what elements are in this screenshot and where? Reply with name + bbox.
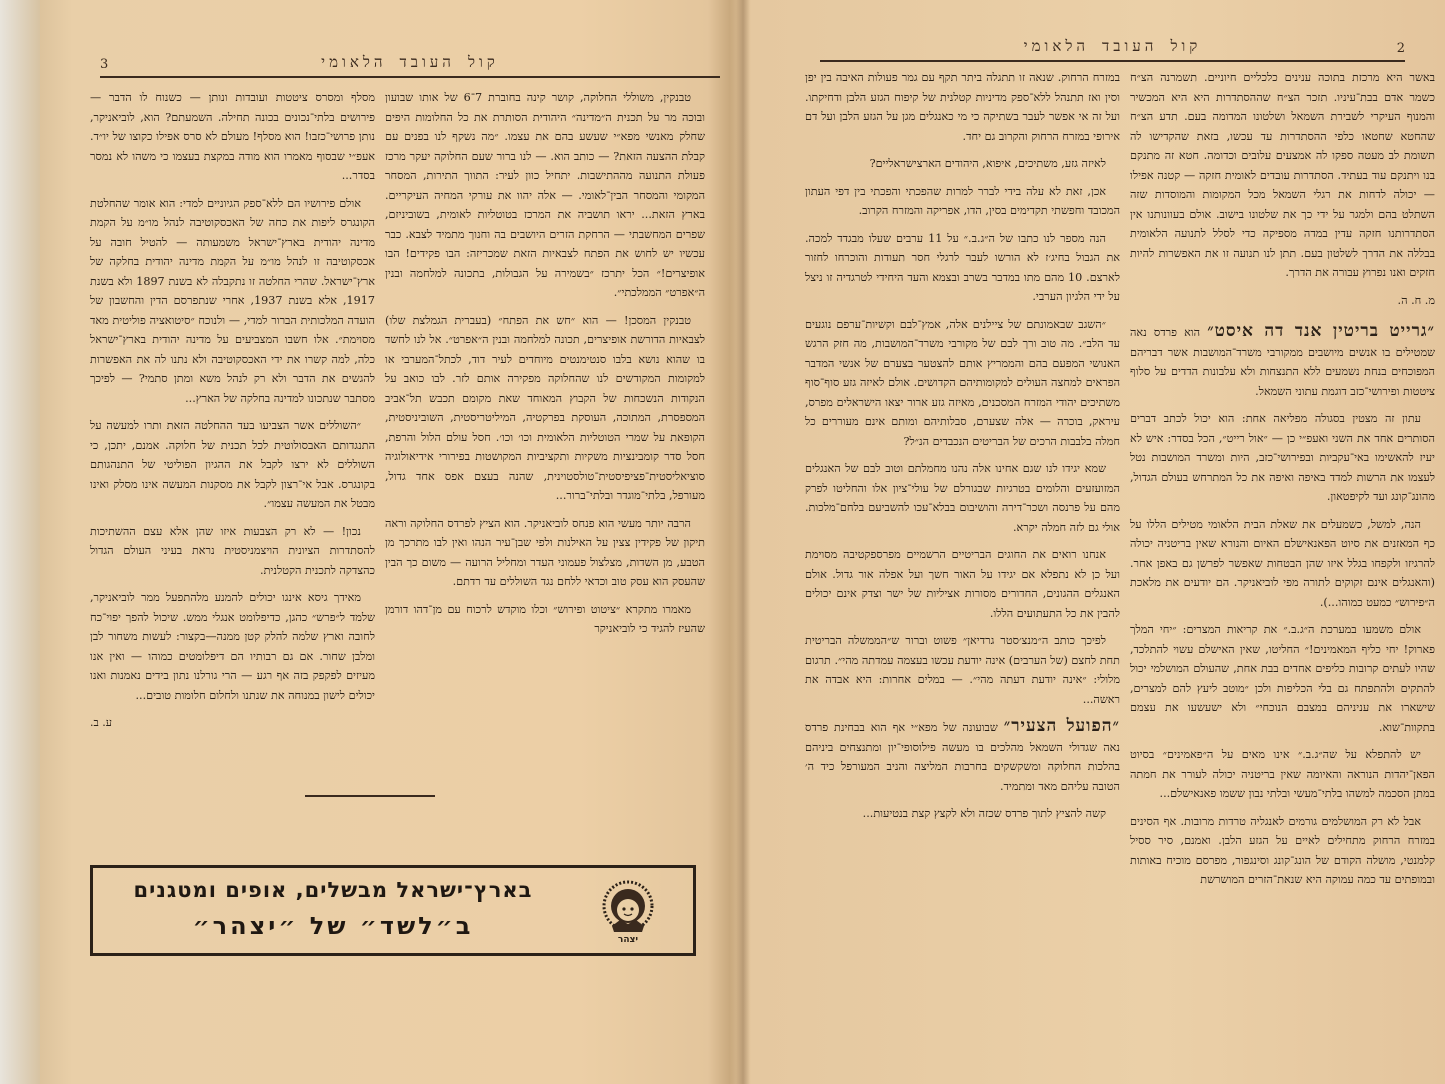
paragraph: אנחנו רואים את החוגים הבריטיים הרשמיים מפרספקטיבה מסוימת ועל כן לא נתפלא אם יגידו על האור חשך ועל אפלה אור גדול. אולם האנגלים ההגונים, החדורים מסורות אציליות של ישר וצדק אינם יכולים להבין את כל התעתועים הללו. bbox=[805, 548, 1120, 620]
newspaper-title: קול העובד הלאומי bbox=[1023, 37, 1202, 55]
column-page2-right bbox=[1130, 68, 1435, 898]
article-headline: ״גרייט בריטין אנד דה איסט״ bbox=[1207, 321, 1436, 341]
paragraph: לפיכך כותב ה״מנצ׳סטר גרדיאן״ פשוט וברור ש״הממשלה הבריטית תחת לחצם (של הערבים) אינה יודעת עכשו בעצמה עמדתה מהי״. תרגום מלולי: ״אינה יודעת דעתה מהי״. — במלים אחרות: היא אבדה את ראשה... bbox=[805, 634, 1120, 706]
article-lead bbox=[805, 717, 1120, 796]
paragraph: ״השגב שבאמונתם של ציילנים אלה, אמץ־לבם וקשיות־ערפם נוגעים עד הלב״. מה טוב ורך לבם של מקורבי משרד־המושבות, מה חזק הרגש האנושי המפעם בהם והממריץ אותם להצטער בצערם של אנשי המדבר הפראים למחצה העולים למקומותיהם הקדושים. אולם לאיזה גזע סוף־סוף משתיכים יהודי המזרח המסכנים, מאיזה גזע ארור יצאו הישראלים מפרס, עיראק, בוכרה — אלה שצערם, סבלותיהם ומותם אינם מעוררים כל חמלה בלבבות הרכים של הבריטים הנכבדים הנ״ל? bbox=[805, 317, 1120, 448]
paragraph: מאמרו מתקרא ״ציטוט ופירוש״ וכלו מוקדש לרכוח עם מן־דהו דורמן שהעיז להגיד כי לוביאניקר bbox=[385, 602, 705, 635]
author-signature: ע. ב. bbox=[90, 716, 113, 729]
page-2 bbox=[745, 0, 1445, 1084]
svg-text:יצהר: יצהר bbox=[617, 935, 639, 944]
paragraph: טבנקין, משוללי החלוקה, קושר קינה בחוברת 7־6 של אותו שבועון ובוכה מר על תכנית ה״מדינה״ היהודית הסותרת את כל החלומות היפים שחלק מאנשי מפא״י שעשע בהם את עצמו. ״מה נשקף לנו בפנים עם קבלת ההצעה הזאת? — כותב הוא. — לנו ברור שעם החלוקה יעקר מרכז פעולת התנועה מההתישבות. יתחיל כוון לעיר: התווך התירות, המסחר המקומי והמסחר הבין־לאומי. — אלה יהוו את עורקי המחיה העיקריים. בארץ הזאת... יראו תושביה את המרכז בטוטליות לאומית, בשוביניזם, שפרים המחשבתי — הרחקת הזרים היושבים בה וחנוך מתמיד לצבא. כבר עכשיו יש לחוש את הפתח לצבאיות הזאת שמכריזה: הבו פקידים! הבו אופיצרים!״ הכל יתרכז ״בשמירה על הגבולות, בתכונה למלחמה ובנין ה״אפרט״ הממלכתי״. bbox=[385, 91, 705, 299]
paragraph: אולם משמעו במערכת ה״ג.ב.״ את קריאות המצרים: ״יחי המלך פארוק! יחי כליף המאמינים!״ החליטו, שאין האישלם עשוי להתלכד, שהיו לעתים קרובות כליפים אחדים בבת אחת, שהעולם המושלמי יכול להתקים ולהתפתח גם בלי הכליפות ולכן ״מוטב ליעץ להם למצרים, שישארו את עניניהם במצבם הנוכחי״ ולא ישעשעו את עצמם בתקוות־שוא. bbox=[1130, 623, 1435, 734]
paragraph: שבועונה של מפא״י אף הוא בבחינת פרדס נאה שגדולי השמאל מהלכים בו מעשה פילוסופי־יון ומתנצחים ביניהם בהלכות החלוקה ומשקשקים בחרבות המליצה והניב המעורפל כיד ה׳ הטובה עליהם מאד ומתמיד. bbox=[805, 721, 1120, 793]
background-edge bbox=[0, 0, 40, 1084]
paragraph: אולם פירושיו הם ללא־ספק הגיוניים למדי: הוא אומר שהחלטת הקונגרס ליפות את כחה של האכסקוטיבה לנהל מו״מ על הקמת מדינה יהודית בארץ־ישראל משמעותה — להטיל חובה על אכסקוטיבה זו לנהל מו״מ על הקמת מדינה יהודית בחלקה של ארץ־ישראל. שהרי החלטה זו נתקבלה לא בשנת 1897 ולא בשנת 1917, אלא בשנת 1937, אחרי שנתפרסם הדין והחשבון של הועדה המלכותית הברור למדי, — ולנוכח ״סיטואציה פוליטית מאד מסוימת״. אלו חשבו המצביעים על מדינה יהודית בארץ־ישראל כלה, למה קשרו את ידי האכסקוטיבה ולא נתנו לה את האפשרות להגשים את הדבר ולא רק לנהל משא ומתן סתמי? — לפיכך מסתבר שנתכונו למדינה בחלקה של הארץ... bbox=[90, 196, 375, 405]
paragraph: נכון! — לא רק הצבעות איזו שהן אלא עצם ההשתיכות להסתדרות הציונית הויצמניסטית נראת בעיני העולם הגדול כהצדקה לתכנית הקטלנית. bbox=[90, 524, 375, 577]
paragraph: באשר היא מרכזת בתוכה ענינים כלכליים חיוניים. תשמרנה הצ״ח כשמר אדם בבת־עיניו. תזכר הצ״ח שההסתדרות היא היא המכשיר והמנוף העיקרי לשבירת השמאל ושלטונו המדומה בעם. תדע הצ״ח שהחטא שחטאו כלפי ההסתדרות עד עכשו, בזאת שהקדישו לה תשומת לב מעטה ספקו לה אמצעים עלובים וכדומה. חטא זה מתנקם בנו ויתנקם עוד בעתיד. הסתדרות עובדים לאומית חזקה — קטנה אפילו — יכולה לדחות את רגלי השמאל מכל המקומות והמוסדות שזה השתלט בהם ולמגר על ידי כך את שלטונו בישוב. אולם בעוונותנו אין הסתדרותנו חזקה עדין במדה מספיקה כדי לסלל לתנועה הלאומית בבללה את הדרך לשלטון בעם. תתן לנו תנועה זו את האפשרות להיות חזקים ואנו נפרוץ עבורה את הדרך. bbox=[1130, 71, 1435, 279]
paragraph: הרבה יותר מעשי הוא פנחס לוביאניקר. הוא הציץ לפרדס החלוקה וראה תיקון של פקידין צצין על האילנות ולפי שבן־עיר הנהו ואין לבו מתרכך מן הטבע, מן השדות, מצלצול פעמוני העדר ומחליל הרועה — משום כך הבין שהעסק הוא עסק טוב וכדאי ללחם נגד השוללים עד רדתם. bbox=[385, 516, 705, 588]
column-page3-right bbox=[385, 88, 705, 647]
yitzhar-advertisement bbox=[90, 865, 696, 956]
page-3 bbox=[40, 0, 740, 1084]
paragraph: שמא יגידו לנו שגם אחינו אלה נהנו מחמלתם וטוב לבם של האנגלים המזועזעים והלומים בטרגיות שבגורלם של עולי־ציון אלו והחליטו לפרק מהם על פרנסה ושכר־דירה והושיבום בבלא־עכו להשביעם בלחם־מלכות. אולי גם לזה חמלה יקרא. bbox=[805, 462, 1120, 534]
ad-line-1: בארץ־ישראל מבשלים, אופים ומטגנים bbox=[133, 878, 533, 902]
yitzhar-logo-icon bbox=[598, 878, 658, 944]
paragraph: מסלף ומסרס ציטטות ועובדות ונותן — כשנוח לו הדבר — פירושים בלתי־נכונים בכונה תחילה. השמעתם? הוא, לוביאניקר, נותן פרושי־כזבו! הוא מסלף! מעולם לא סרס אפילו כקוצו של יו״ד. אעפ״י שבסוף מאמרו הוא מודה במקצת בעצמו כי משהו לא נמסר בסדר... bbox=[90, 91, 375, 182]
paragraph: הוא פרדס נאה שמטילים בו אנשים מיושבים ממקורבי משרד־המושבות אשר דבריהם המפוכחים בנחת נשמעים ללא התנצחות ולא עלבונות הדדים על סלוף ציטטות ופירושי־כזב דוגמת עתוני השמאל. bbox=[1130, 326, 1435, 398]
page-number: 2 bbox=[1396, 41, 1405, 56]
column-page2-left bbox=[805, 68, 1120, 832]
paragraph: לאיזה גזע, משתיכים, איפוא, היהודים הארצישראליים? bbox=[869, 157, 1106, 170]
author-signature: מ. ח. ה. bbox=[1397, 293, 1435, 307]
paragraph: במזרח הרחוק. שנאה זו תתגלה ביתר תקף עם גמר פעולות האיבה בין יפן וסין ואז תתנהל ללא־ספק מדיניות קטלנית של קיפוח הגזע הלבן ודחיקתו. ועל זה אי אפשר לעבר בשתיקה כי מי כאנגלים מגן על הגזע הלבן ועל דם אירופי במזרח הרחוק והקרוב גם יחד. bbox=[805, 71, 1120, 143]
page-number: 3 bbox=[100, 57, 109, 72]
paragraph: יש להתפלא על שה״ג.ב.״ אינו מאים על ה״פאמינים״ בסיוט הפאן־יהדות הנוראה והאיומה שאין בריטניה יכולה לעורר את חמתה במתן הסכמה למשהו בלתי־מעשי ובלתי נבון ששמו פאנאישלם... bbox=[1130, 748, 1435, 800]
divider-rule bbox=[305, 795, 435, 797]
ad-line-2: ב״לשד״ של ״יצהר״ bbox=[192, 912, 474, 940]
paragraph: הנה מספר לנו כתבו של ה״ג.ב.״ על 11 ערבים שעלו מבגדד למכה. את הגבול בחיג׳ז לא הורשו לעבר לרגלי חסר תעודות והוכרחו לחזור לארצם. 10 מהם מתו במדבר בשרב ובצמא והעד היחידי לטרגדיה זו ניצל על ידי הלגיון הערבי. bbox=[805, 231, 1120, 303]
paragraph: ״השוללים אשר הצביעו בעד ההחלטה הזאת ותרו למעשה על התנגדותם האבסולוטית לכל תכנית של חלוקה. אמנם, יתכן, כי השוללים לא ירצו לקבל את ההגיון הפוליטי של התנהגותם בקונגרס. אבל אי־רצון לקבל את מסקנות המעשה אינו מסלק ואינו מבטל את המעשה עצמו״. bbox=[90, 419, 375, 510]
paragraph: אבל לא רק המושלמים גורמים לאנגליה טרדות מרובות. אף הסינים במזרח הרחוק מתחילים לאיים על הגזע הלבן. ואמנם, סיר ססיל קלמנטי, מושלה הקודם של הונג־קונג וסינגפור, מפרסם מוכיח באותות ובמופתים עד כמה עמוקה היא שנאת־הזרים המושרשת bbox=[1130, 814, 1435, 886]
paragraph: הנה, למשל, כשמעלים את שאלת הבית הלאומי מטילים הללו על כף המאזנים את סיוט הפאנאישלם האיום והנורא שאין בריטניה יכולה להרגיזו ולקפחו בגלל איזו שהן הבטחות שאפשר לפרשן גם באפן אחר. (והאנגלים אינם זקוקים לתורה מפי לוביאניקר. הם יודעים את מלאכת ה״פירוש״ כמעט כמוהו...). bbox=[1130, 517, 1435, 609]
masthead-page-2 bbox=[820, 22, 1405, 62]
masthead-page-3 bbox=[100, 38, 720, 78]
masthead-rule bbox=[100, 76, 720, 78]
article-lead bbox=[1130, 322, 1435, 401]
paragraph: מאידך גיסא אינגו יכולים להמנע מלהתפעל ממר לוביאניקר, שלמד ל״פרש״ כהגן, כדיפלומט אנגלי ממש. שיכול להפך יפוי־כח לחובה וארץ שלמה להלק קטן ממנה—בקצור: לעשות משחור לבן ומלבן שחור. אם גם רבותיו הם דיפלומטים כמוהו — ואין אנו מעיזים לפקפק בזה אף רגע — הרי גורלנו נתון בידים נאמנות ואנו יכולים לישון במנוחה את שנתנו ולחלום חלומות טובים... bbox=[90, 591, 375, 702]
paragraph: קשה להציץ לתוך פרדס שכזה ולא לקצץ קצת בנטיעות... bbox=[862, 807, 1106, 820]
paragraph: אכן, זאת לא עלה בידי לברר למרות שהפכתי והפכתי בין דפי העתון המכובד וחפשתי תקדימים בסין, הדו, אפריקה והמזרח הקרוב. bbox=[805, 184, 1120, 217]
paragraph: טבנקין המסכן! — הוא ״חש את הפתח״ (בעברית הגמלצת שלו) לצבאיות הדורשת אופיצרים, תכונה למלחמה ובנין ה״אפרט״. אל לנו לחשד בו שהוא נושא בלבו סנטימנטים מיוחדים לעיר דוד, לכתל־המערבי או למקומות המקודשים לנו שהחלוקה מפקירה אותם לזר. לבו כואב על הנקודות הנשכחות של הקבוץ המאוחד שאת מקומם תכבש תל־אביב המספסרת, המתוכה, העוסקת בפרקטיה, המיליטריסטית, השוביניסטית, הקופאת על שמרי הטוטליות הלאומית וכו׳ וכו׳. חסל עולם הלול והרפת, חסל סדר קומבינציות משקיות ותקציביות המקושטות בפירורי אידיאולוגיה סוציאליסטית־פציפיסטית־טולסטוינית, שהנה בעצם אפס אחד גדול, מעורפל, בלתי־מוגדר ובלתי־ברור... bbox=[385, 313, 705, 502]
newspaper-title: קול העובד הלאומי bbox=[321, 53, 499, 71]
column-page3-left bbox=[90, 88, 375, 741]
paragraph: עתון זה מצטין בסגולה מפליאה אחת: הוא יכול לכתב דברים הסותרים אחד את השני ואעפ״י כן — ״אול רייט״, הכל בסדר: איש לא יעיז להאשימו באי־עקביות ובפירושי־כזב, היות ומשרד המושבות נטל לעצמו את הרשות למדד באיפה ואיפה את כל המתרחש בעולם הגדול, מהונג־קונג ועד לקיפטאון. bbox=[1130, 412, 1435, 503]
masthead-rule bbox=[820, 60, 1405, 62]
article-headline: ״הפועל הצעיר״ bbox=[1003, 716, 1120, 736]
